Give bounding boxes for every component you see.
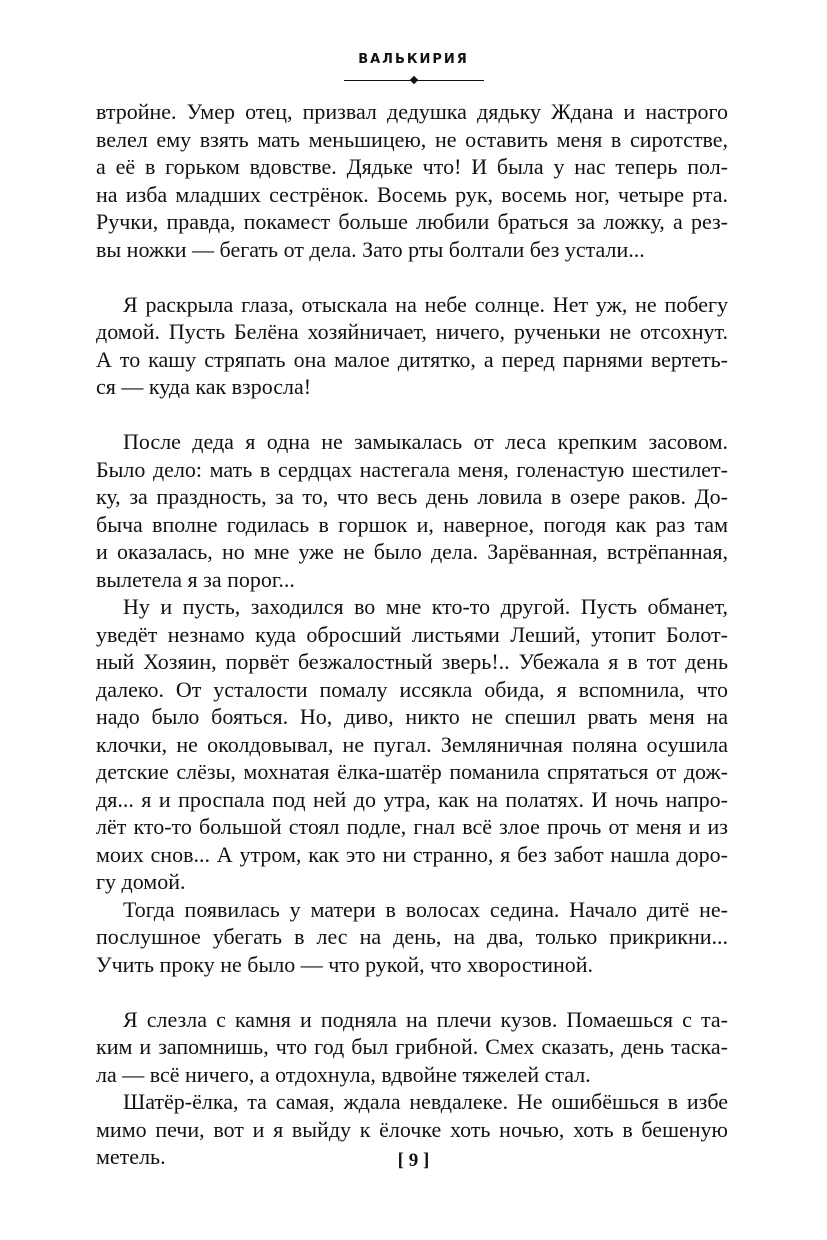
text-line: дя... я и проспала под ней до утра, как на полатях. И ночь напро- [96, 786, 728, 812]
running-header: ВАЛЬКИРИЯ [358, 52, 469, 67]
text-line: на изба младших сестрёнок. Восемь рук, восемь ног, четыре рта. [96, 181, 728, 207]
paragraph-gap [96, 978, 728, 1006]
text-line: домой. Пусть Белёна хозяйничает, ничего, рученьки не отсохнут. [96, 319, 728, 344]
text-line: детские слёзы, мохнатая ёлка-шатёр поманила спрятаться от дож- [96, 759, 728, 784]
paragraph [96, 1006, 728, 1089]
paragraph-gap [96, 263, 728, 291]
text-line: Ручки, правда, покамест больше любили браться за ложку, а рез- [96, 209, 728, 234]
text-line: уведёт незнамо куда обросший листьями Леший, утопит Болот- [96, 621, 728, 647]
text-line: клочки, не околдовывал, не пугал. Земляничная поляна осушила [96, 731, 728, 757]
text-line: ким и запомнишь, что год был грибной. Смех сказать, день таска- [96, 1034, 728, 1059]
text-line: вы ножки — бегать от дела. Зато рты болтали без устали... [96, 236, 645, 262]
text-line: ла — всё ничего, а отдохнула, вдвойне тяжелей стал. [96, 1061, 591, 1087]
text-line: Я слезла с камня и подняла на плечи кузов. Помаешься с та- [123, 1006, 728, 1032]
text-line: Было дело: мать в сердцах настегала меня, голенастую шестилет- [96, 456, 728, 482]
body-text [96, 98, 728, 1171]
paragraph [96, 896, 728, 979]
text-line: вылетела я за порог... [96, 566, 295, 592]
text-line: быча вполне годилась в горшок и, наверное, погодя как раз там [96, 511, 728, 537]
paragraph [96, 428, 728, 593]
text-line: Шатёр-ёлка, та самая, ждала невдалеке. Не ошибёшься в избе [123, 1089, 728, 1114]
text-line: послушное убегать в лес на день, на два, только прикрикни... [96, 924, 728, 949]
paragraph [96, 593, 728, 896]
text-line: мимо печи, вот и я выйду к ёлочке хоть ночью, хоть в бешеную [96, 1116, 728, 1142]
text-line: После деда я одна не замыкалась от леса крепким засовом. [123, 429, 728, 454]
text-line: Ну и пусть, заходился во мне кто-то другой. Пусть обманет, [123, 594, 728, 619]
text-line: лёт кто-то большой стоял подле, гнал всё злое прочь от меня и из [96, 814, 728, 839]
text-line: втройне. Умер отец, призвал дедушка дядьку Ждана и настрого [96, 99, 728, 124]
text-line: А то кашу стряпать она малое дитятко, а перед парнями вертеть- [96, 346, 728, 372]
text-line: велел ему взять мать меньшицею, не оставить меня в сиротстве, [96, 126, 728, 152]
text-line: ный Хозяин, порвёт безжалостный зверь!.. Убежала я в тот день [96, 649, 728, 674]
paragraph [96, 98, 728, 263]
text-line: и оказалась, но мне уже не было дела. Зарёванная, встрёпанная, [96, 539, 728, 564]
text-line: а её в горьком вдовстве. Дядьке что! И была у нас теперь пол- [96, 154, 728, 179]
text-line: метель. [96, 1144, 166, 1169]
paragraph-gap [96, 401, 728, 429]
text-line: моих снов... А утром, как это ни странно, я без забот нашла доро- [96, 841, 728, 867]
text-line: Учить проку не было — что рукой, что хворостиной. [96, 951, 594, 977]
paragraph [96, 291, 728, 401]
text-line: надо было бояться. Но, диво, никто не спешил рвать меня на [96, 704, 728, 729]
text-line: далеко. От усталости помалу иссякла обида, я вспомнила, что [96, 676, 728, 702]
header-divider [344, 80, 484, 81]
text-line: ся — куда как взросла! [96, 374, 312, 399]
text-line: ку, за праздность, за то, что весь день ловила в озере раков. До- [96, 484, 728, 509]
text-line: Я раскрыла глаза, отыскала на небе солнце. Нет уж, не побегу [123, 291, 728, 317]
page-number: [ 9 ] [397, 1150, 430, 1171]
text-line: Тогда появилась у матери в волосах седина. Начало дитё не- [123, 896, 728, 922]
text-line: гу домой. [96, 869, 186, 894]
